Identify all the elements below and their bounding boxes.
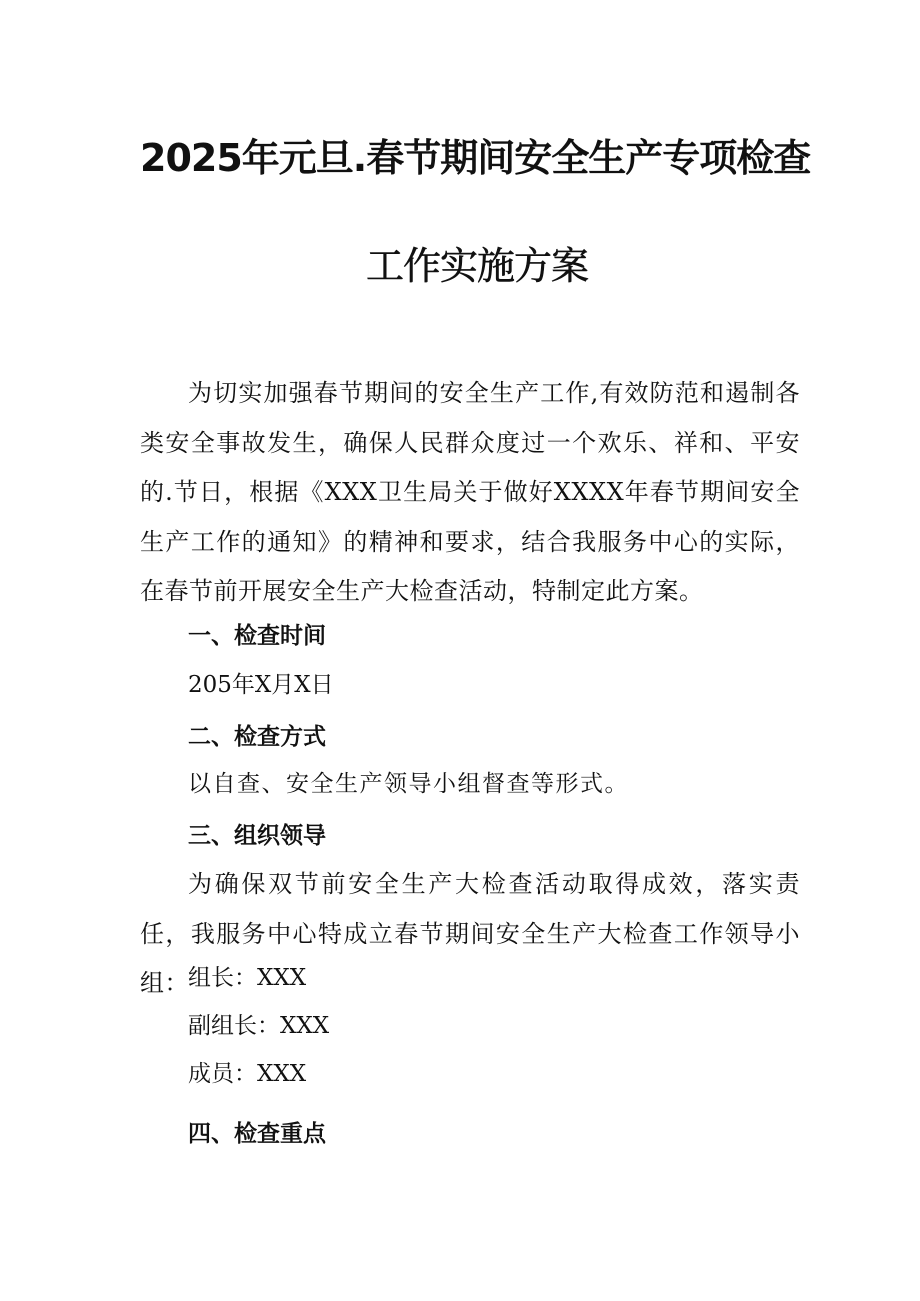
intro-paragraph: 为切实加强春节期间的安全生产工作,有效防范和遏制各类安全事故发生，确保人民群众度过一个欢乐、祥和、平安的.节日，根据《XXX卫生局关于做好XXXX年春节期间安全生产工作的通知》的精神和要求，结合我服务中心的实际，在春节前开展安全生产大检查活动，特制定此方案。 (140, 379, 800, 605)
organization-paragraph: 为确保双节前安全生产大检查活动取得成效，落实责任，我服务中心特成立春节期间安全生产大检查工作领导小组： (140, 870, 800, 997)
inspection-method-text: 以自查、安全生产领导小组督查等形式。 (188, 771, 629, 797)
section-heading-inspection-focus: 四、检查重点 (188, 1121, 326, 1147)
inspection-date-text: 205年X月X日 (188, 672, 334, 698)
document-title-line-1: 2025年元旦.春节期间安全生产专项检查 (140, 136, 811, 180)
members-line: 成员：XXX (188, 1061, 307, 1087)
deputy-leader-line: 副组长：XXX (188, 1013, 330, 1039)
group-leader-line: 组长：XXX (188, 965, 307, 991)
section-heading-inspection-time: 一、检查时间 (188, 623, 326, 649)
section-heading-inspection-method: 二、检查方式 (188, 724, 326, 750)
document-title-line-2: 工作实施方案 (366, 244, 589, 288)
section-heading-organization: 三、组织领导 (188, 823, 326, 849)
